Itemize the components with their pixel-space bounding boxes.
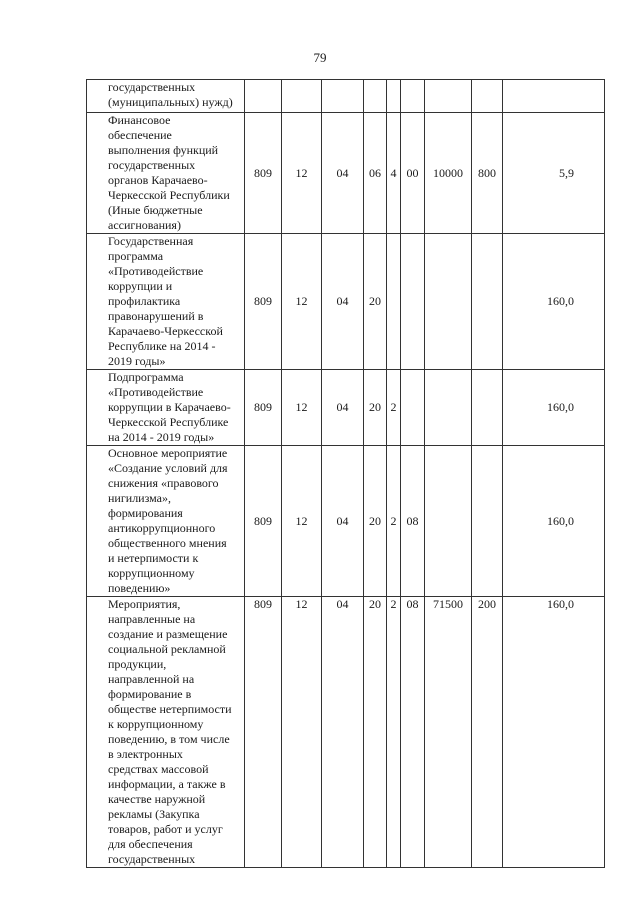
program-cell: 20 bbox=[364, 597, 387, 868]
ministry-cell: 809 bbox=[245, 446, 282, 597]
expense-type-cell: 800 bbox=[472, 113, 503, 234]
budget-table bbox=[86, 79, 605, 868]
page-number: 79 bbox=[313, 50, 327, 65]
subsection-cell: 04 bbox=[322, 597, 364, 868]
expense-code-cell: 10000 bbox=[425, 113, 472, 234]
expense-code-cell bbox=[425, 80, 472, 113]
section-cell: 12 bbox=[282, 597, 322, 868]
expense-type-cell: 200 bbox=[472, 597, 503, 868]
subprogram-cell bbox=[387, 234, 401, 370]
program-cell: 06 bbox=[364, 113, 387, 234]
expense-type-cell bbox=[472, 446, 503, 597]
expense-type-cell bbox=[472, 234, 503, 370]
expense-code-cell bbox=[425, 234, 472, 370]
direction-cell: 08 bbox=[401, 446, 425, 597]
subsection-cell: 04 bbox=[322, 370, 364, 446]
amount-cell: 160,0 bbox=[503, 234, 605, 370]
row-name-cell: Подпрограмма «Противодействие коррупции в Карачаево- Черкесской Республике на 2014 - 2019 годы» bbox=[87, 370, 245, 446]
row-name-cell: Финансовое обеспечение выполнения функций государственных органов Карачаево- Черкесской Республики (Иные бюджетные ассигнования) bbox=[87, 113, 245, 234]
subsection-cell: 04 bbox=[322, 234, 364, 370]
direction-cell: 00 bbox=[401, 113, 425, 234]
table-row bbox=[87, 597, 605, 868]
row-name-cell: государственных (муниципальных) нужд) bbox=[87, 80, 245, 113]
section-cell: 12 bbox=[282, 446, 322, 597]
program-cell: 20 bbox=[364, 446, 387, 597]
ministry-cell: 809 bbox=[245, 597, 282, 868]
section-cell: 12 bbox=[282, 370, 322, 446]
ministry-cell: 809 bbox=[245, 370, 282, 446]
row-name-cell: Основное мероприятие «Создание условий для снижения «правового нигилизма», формирования антикоррупционного общественного мнения и нетерпимости к коррупционному поведению» bbox=[87, 446, 245, 597]
section-cell: 12 bbox=[282, 113, 322, 234]
amount-cell: 5,9 bbox=[503, 113, 605, 234]
direction-cell bbox=[401, 370, 425, 446]
subprogram-cell: 4 bbox=[387, 113, 401, 234]
expense-type-cell bbox=[472, 80, 503, 113]
expense-code-cell bbox=[425, 370, 472, 446]
subprogram-cell: 2 bbox=[387, 446, 401, 597]
subprogram-cell: 2 bbox=[387, 370, 401, 446]
expense-code-cell bbox=[425, 446, 472, 597]
amount-cell bbox=[503, 80, 605, 113]
direction-cell: 08 bbox=[401, 597, 425, 868]
ministry-cell: 809 bbox=[245, 113, 282, 234]
subsection-cell: 04 bbox=[322, 446, 364, 597]
amount-cell: 160,0 bbox=[503, 597, 605, 868]
table-row bbox=[87, 80, 605, 113]
subprogram-cell: 2 bbox=[387, 597, 401, 868]
direction-cell bbox=[401, 234, 425, 370]
amount-cell: 160,0 bbox=[503, 370, 605, 446]
direction-cell bbox=[401, 80, 425, 113]
ministry-cell: 809 bbox=[245, 234, 282, 370]
section-cell: 12 bbox=[282, 234, 322, 370]
ministry-cell bbox=[245, 80, 282, 113]
table-row bbox=[87, 234, 605, 370]
amount-cell: 160,0 bbox=[503, 446, 605, 597]
row-name-cell: Мероприятия, направленные на создание и размещение социальной рекламной продукции, направленной на формирование в обществе нетерпимости к коррупционному поведению, в том числе в электронных средствах массовой информации, а также в качестве наружной рекламы (Закупка товаров, работ и услуг для обеспечения государственных bbox=[87, 597, 245, 868]
table-row bbox=[87, 113, 605, 234]
subprogram-cell bbox=[387, 80, 401, 113]
program-cell: 20 bbox=[364, 370, 387, 446]
table-row bbox=[87, 446, 605, 597]
expense-code-cell: 71500 bbox=[425, 597, 472, 868]
program-cell bbox=[364, 80, 387, 113]
subsection-cell bbox=[322, 80, 364, 113]
row-name-cell: Государственная программа «Противодействие коррупции и профилактика правонарушений в Карачаево-Черкесской Республике на 2014 - 2019 годы» bbox=[87, 234, 245, 370]
table-row bbox=[87, 370, 605, 446]
program-cell: 20 bbox=[364, 234, 387, 370]
expense-type-cell bbox=[472, 370, 503, 446]
subsection-cell: 04 bbox=[322, 113, 364, 234]
section-cell bbox=[282, 80, 322, 113]
